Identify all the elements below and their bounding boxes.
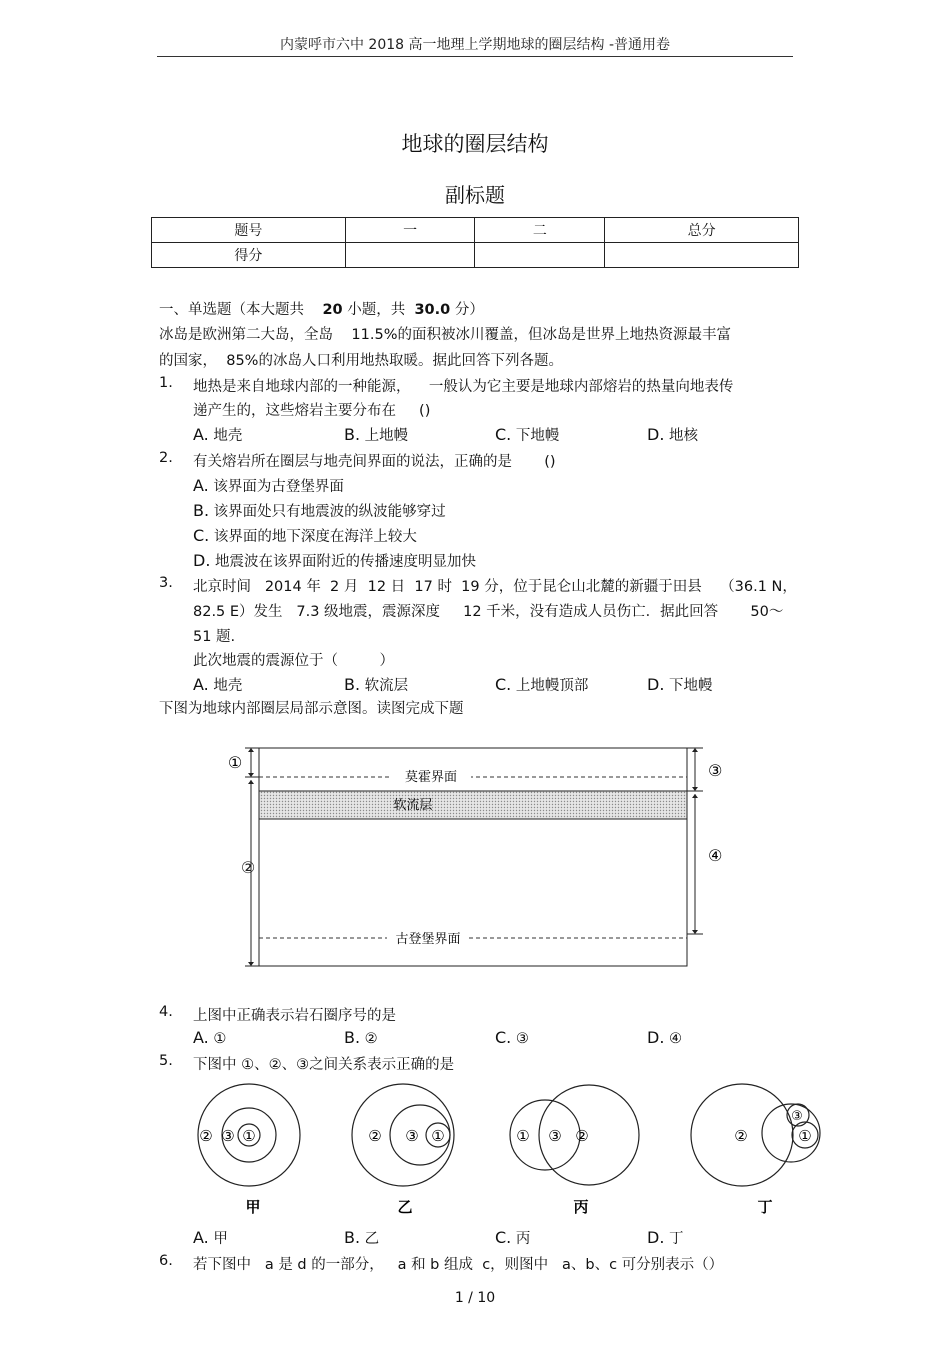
question-text: 递产生的，这些熔岩主要分布在 () (193, 403, 431, 419)
table-cell: 得分 (152, 243, 346, 268)
svg-text:丙: 丙 (573, 1198, 589, 1216)
table-cell: 二 (475, 218, 605, 243)
option-b[interactable]: B. 上地幔 (344, 425, 409, 444)
question-text: 此次地震的震源位于（ ） (193, 653, 394, 669)
layers-frame (259, 748, 687, 966)
svg-text:乙: 乙 (397, 1198, 413, 1216)
question-number: 4. (159, 1004, 173, 1020)
option-c[interactable]: C. 上地幔顶部 (495, 675, 589, 694)
option-a[interactable]: A. 地壳 (193, 675, 243, 694)
table-cell: 一 (345, 218, 475, 243)
svg-text:②: ② (575, 1127, 589, 1145)
table-row (152, 218, 799, 243)
question-count: 20 (322, 302, 343, 318)
svg-text:①: ① (242, 1127, 256, 1145)
svg-text:②: ② (734, 1127, 748, 1145)
question-number: 1. (159, 375, 173, 391)
option-c[interactable]: C. 丙 (495, 1228, 531, 1247)
diagram-bing (510, 1085, 639, 1216)
table-cell (345, 243, 475, 268)
question-text: 有关熔岩所在圈层与地壳间界面的说法，正确的是 () (193, 454, 556, 470)
question-text: 下图中 ①、②、③之间关系表示正确的是 (193, 1057, 455, 1073)
svg-text:甲: 甲 (245, 1198, 261, 1216)
option-a[interactable]: A. ① (193, 1028, 227, 1047)
option-a[interactable]: A. 地壳 (193, 425, 243, 444)
asthenosphere-label: 软流层 (393, 798, 433, 813)
option-c[interactable]: C. 该界面的地下深度在海洋上较大 (193, 526, 417, 545)
asthenosphere-band (259, 791, 687, 819)
marker-2: ② (240, 858, 256, 877)
earth-layers-figure (215, 740, 725, 975)
table-cell: 总分 (605, 218, 799, 243)
diagram-yi (352, 1084, 454, 1216)
option-b[interactable]: B. ② (344, 1028, 378, 1047)
option-a[interactable]: A. 甲 (193, 1228, 228, 1247)
svg-text:③: ③ (221, 1127, 235, 1145)
question-text: 82.5 E）发生 7.3 级地震，震源深度 12 千米，没有造成人员伤亡．据此回答 50～ (193, 604, 784, 620)
svg-text:①: ① (516, 1127, 530, 1145)
question-number: 3. (159, 575, 173, 591)
page-header: 内蒙呼市六中 2018 高一地理上学期地球的圈层结构 -普通用卷 (279, 37, 671, 53)
figure-intro: 下图为地球内部圈层局部示意图。读图完成下题 (159, 701, 464, 717)
option-d[interactable]: D. 地震波在该界面附近的传播速度明显加快 (193, 551, 477, 570)
svg-text:丁: 丁 (757, 1198, 773, 1216)
page-number: 1 / 10 (454, 1290, 496, 1306)
table-cell (605, 243, 799, 268)
diagram-ding (691, 1084, 820, 1216)
table-row (152, 243, 799, 268)
question-text: 北京时间 2014 年 2 月 12 日 17 时 19 分，位于昆仑山北麓的新疆于田县 （36.1 N， (193, 579, 797, 595)
option-d[interactable]: D. ④ (647, 1028, 683, 1047)
gutenberg-label: 古登堡界面 (395, 932, 461, 947)
document-subtitle: 副标题 (445, 183, 505, 207)
marker-1: ① (227, 753, 243, 772)
table-cell: 题号 (152, 218, 346, 243)
option-d[interactable]: D. 地核 (647, 425, 699, 444)
svg-text:③: ③ (791, 1109, 803, 1124)
option-d[interactable]: D. 下地幔 (647, 675, 713, 694)
section-heading: 一、单选题（本大题共 20 小题，共 30.0 分） (159, 302, 484, 318)
svg-text:②: ② (199, 1127, 213, 1145)
diagram-jia (198, 1084, 300, 1216)
score-table (151, 217, 799, 268)
header-divider (157, 56, 793, 57)
question-number: 2. (159, 450, 173, 466)
marker-3: ③ (708, 761, 723, 780)
svg-text:③: ③ (548, 1127, 562, 1145)
intro-line: 的国家， 85%的冰岛人口利用地热取暖。据此回答下列各题。 (159, 353, 563, 369)
document-title: 地球的圈层结构 (401, 132, 549, 156)
marker-4: ④ (708, 846, 723, 865)
option-a[interactable]: A. 该界面为古登堡界面 (193, 476, 344, 495)
svg-text:③: ③ (405, 1127, 419, 1145)
question-number: 5. (159, 1053, 173, 1069)
svg-text:①: ① (798, 1127, 812, 1145)
moho-label: 莫霍界面 (404, 770, 458, 785)
option-b[interactable]: B. 乙 (344, 1228, 380, 1247)
question-text: 上图中正确表示岩石圈序号的是 (193, 1008, 396, 1024)
option-b[interactable]: B. 软流层 (344, 675, 409, 694)
option-c[interactable]: C. 下地幔 (495, 425, 560, 444)
option-b[interactable]: B. 该界面处只有地震波的纵波能够穿过 (193, 501, 446, 520)
question-text: 51 题. (193, 629, 236, 645)
svg-text:①: ① (431, 1127, 445, 1145)
intro-line: 冰岛是欧洲第二大岛，全岛 11.5%的面积被冰川覆盖，但冰岛是世界上地热资源最丰富 (159, 327, 731, 343)
option-c[interactable]: C. ③ (495, 1028, 529, 1047)
option-d[interactable]: D. 丁 (647, 1228, 684, 1247)
table-cell (475, 243, 605, 268)
question-number: 6. (159, 1253, 173, 1269)
circle-diagrams (185, 1075, 835, 1220)
question-text: 地热是来自地球内部的一种能源， 一般认为它主要是地球内部熔岩的热量向地表传 (193, 379, 734, 395)
total-score: 30.0 (414, 302, 451, 318)
question-text: 若下图中 a 是 d 的一部分， a 和 b 组成 c，则图中 a、b、c 可分别表示（） (193, 1257, 724, 1273)
svg-text:②: ② (368, 1127, 382, 1145)
